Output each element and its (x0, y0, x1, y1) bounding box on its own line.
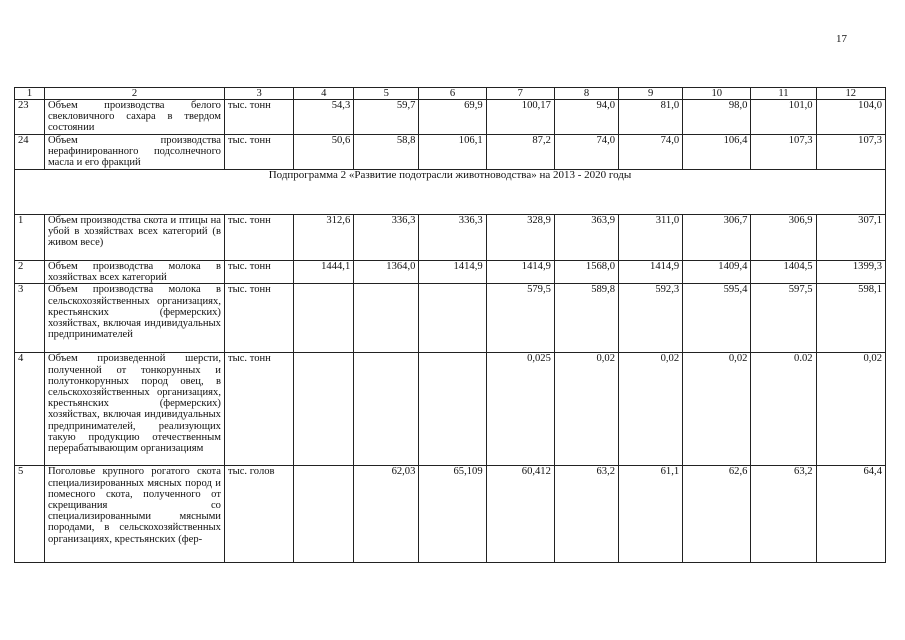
column-number: 7 (486, 88, 554, 100)
unit-cell: тыс. тонн (224, 261, 293, 284)
value-cell: 98,0 (683, 100, 751, 135)
value-cell: 1409,4 (683, 261, 751, 284)
table-row (15, 100, 886, 135)
value-cell (294, 466, 354, 563)
indicator-name: Поголовье крупного рогатого скота специализированных мясных пород и помесного скота, полученного от скрещивания со специализированными мясными породами, в сельскохозяйственных организациях, крестьянских (фер- (44, 466, 224, 563)
column-number: 4 (294, 88, 354, 100)
value-cell: 311,0 (619, 215, 683, 261)
column-number: 5 (354, 88, 419, 100)
table-row (15, 135, 886, 170)
value-cell: 81,0 (619, 100, 683, 135)
value-cell: 63,2 (751, 466, 816, 563)
table-row (15, 284, 886, 353)
value-cell: 592,3 (619, 284, 683, 353)
column-number: 8 (554, 88, 618, 100)
value-cell: 69,9 (419, 100, 486, 135)
value-cell: 1444,1 (294, 261, 354, 284)
value-cell: 1568,0 (554, 261, 618, 284)
column-number: 10 (683, 88, 751, 100)
value-cell: 598,1 (816, 284, 885, 353)
value-cell: 104,0 (816, 100, 885, 135)
column-number: 9 (619, 88, 683, 100)
table-row (15, 466, 886, 563)
section-row (15, 170, 886, 215)
value-cell: 1364,0 (354, 261, 419, 284)
column-number: 6 (419, 88, 486, 100)
value-cell: 74,0 (554, 135, 618, 170)
value-cell: 597,5 (751, 284, 816, 353)
value-cell (354, 353, 419, 466)
value-cell: 0,025 (486, 353, 554, 466)
value-cell: 106,1 (419, 135, 486, 170)
value-cell (419, 284, 486, 353)
value-cell: 94,0 (554, 100, 618, 135)
table-row (15, 215, 886, 261)
page-number: 17 (836, 33, 847, 45)
value-cell: 0,02 (554, 353, 618, 466)
table-row (15, 261, 886, 284)
row-number: 2 (15, 261, 45, 284)
indicator-name: Объем производства скота и птицы на убой в хозяйствах всех категорий (в живом весе) (44, 215, 224, 261)
indicator-name: Объем производства белого свекловичного сахара в твердом состоянии (44, 100, 224, 135)
row-number: 4 (15, 353, 45, 466)
row-number: 1 (15, 215, 45, 261)
column-number: 3 (224, 88, 293, 100)
value-cell: 1399,3 (816, 261, 885, 284)
value-cell: 1414,9 (486, 261, 554, 284)
value-cell: 58,8 (354, 135, 419, 170)
value-cell: 328,9 (486, 215, 554, 261)
unit-cell: тыс. тонн (224, 215, 293, 261)
value-cell: 101,0 (751, 100, 816, 135)
indicator-name: Объем производства молока в сельскохозяйственных организациях, крестьянских (фермерских) хозяйствах, включая индивидуальных предпринимателей (44, 284, 224, 353)
value-cell: 0.02 (751, 353, 816, 466)
column-number-row (15, 88, 886, 100)
value-cell: 60,412 (486, 466, 554, 563)
value-cell: 363,9 (554, 215, 618, 261)
column-number: 11 (751, 88, 816, 100)
row-number: 23 (15, 100, 45, 135)
value-cell: 312,6 (294, 215, 354, 261)
value-cell: 65,109 (419, 466, 486, 563)
value-cell: 106,4 (683, 135, 751, 170)
unit-cell: тыс. тонн (224, 135, 293, 170)
value-cell: 0,02 (619, 353, 683, 466)
column-number: 2 (44, 88, 224, 100)
indicators-table (14, 87, 886, 563)
value-cell: 59,7 (354, 100, 419, 135)
value-cell: 595,4 (683, 284, 751, 353)
unit-cell: тыс. голов (224, 466, 293, 563)
value-cell: 0,02 (816, 353, 885, 466)
value-cell (294, 284, 354, 353)
value-cell: 306,7 (683, 215, 751, 261)
value-cell: 50,6 (294, 135, 354, 170)
value-cell: 307,1 (816, 215, 885, 261)
value-cell: 336,3 (354, 215, 419, 261)
value-cell (419, 353, 486, 466)
value-cell: 0,02 (683, 353, 751, 466)
indicator-name: Объем производства нерафинированного подсолнечного масла и его фракций (44, 135, 224, 170)
row-number: 24 (15, 135, 45, 170)
value-cell: 62,6 (683, 466, 751, 563)
value-cell: 87,2 (486, 135, 554, 170)
unit-cell: тыс. тонн (224, 284, 293, 353)
indicator-name: Объем производства молока в хозяйствах всех категорий (44, 261, 224, 284)
column-number: 1 (15, 88, 45, 100)
value-cell: 100,17 (486, 100, 554, 135)
value-cell: 54,3 (294, 100, 354, 135)
value-cell (294, 353, 354, 466)
value-cell: 306,9 (751, 215, 816, 261)
value-cell: 589,8 (554, 284, 618, 353)
section-title: Подпрограмма 2 «Развитие подотрасли животноводства» на 2013 - 2020 годы (15, 170, 886, 215)
table-row (15, 353, 886, 466)
value-cell: 74,0 (619, 135, 683, 170)
value-cell: 1414,9 (419, 261, 486, 284)
value-cell: 336,3 (419, 215, 486, 261)
value-cell: 1414,9 (619, 261, 683, 284)
row-number: 3 (15, 284, 45, 353)
indicator-name: Объем произведенной шерсти, полученной от тонкорунных и полутонкорунных пород овец, в сельскохозяйственных организациях, крестьянских (фермерских) хозяйствах, включая индивидуальных предпринимателей, реализующих такую продукцию отечественным перерабатывающим организациям (44, 353, 224, 466)
value-cell: 107,3 (816, 135, 885, 170)
value-cell: 107,3 (751, 135, 816, 170)
value-cell (354, 284, 419, 353)
row-number: 5 (15, 466, 45, 563)
unit-cell: тыс. тонн (224, 353, 293, 466)
column-number: 12 (816, 88, 885, 100)
value-cell: 63,2 (554, 466, 618, 563)
unit-cell: тыс. тонн (224, 100, 293, 135)
value-cell: 64,4 (816, 466, 885, 563)
value-cell: 579,5 (486, 284, 554, 353)
value-cell: 62,03 (354, 466, 419, 563)
value-cell: 1404,5 (751, 261, 816, 284)
value-cell: 61,1 (619, 466, 683, 563)
